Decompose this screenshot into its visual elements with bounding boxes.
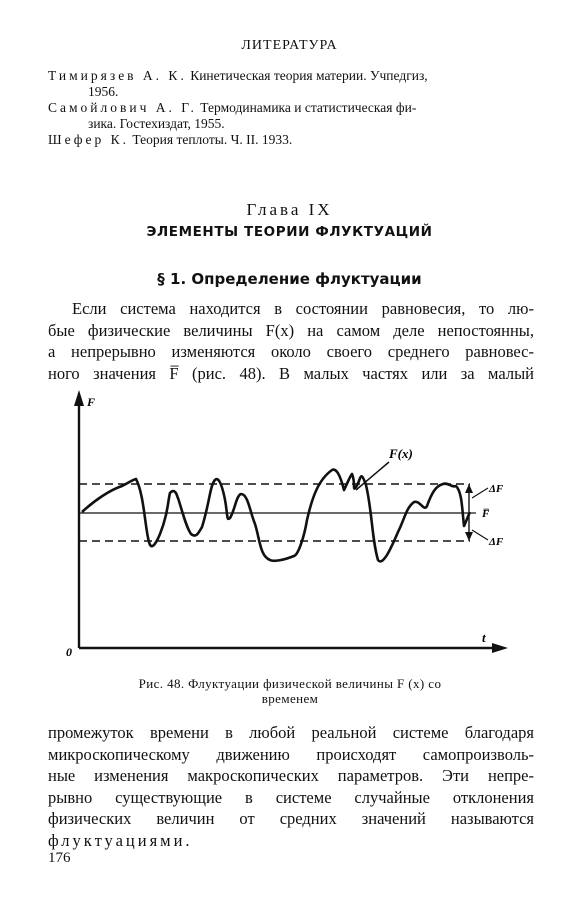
delta-upper-label: ΔF [489, 483, 504, 495]
x-axis-label: t [482, 630, 486, 645]
chapter-title: Глава IX [246, 200, 333, 219]
reference-3 [48, 132, 538, 148]
paragraph-line: рывно существующие в системе случайные отклонения [48, 787, 534, 807]
paragraph-line: флуктуациями. [48, 830, 193, 850]
literature-heading: ЛИТЕРАТУРА [241, 38, 338, 53]
paragraph-line: а непрерывно изменяются около своего среднего равновес- [48, 342, 534, 361]
reference-continuation: 1956. [88, 84, 119, 99]
delta-arrow-down [465, 532, 473, 541]
paragraph-line: ные изменения макроскопических параметров. Эти непре- [48, 766, 534, 785]
delta-lower-pointer [472, 530, 488, 540]
reference-author: Шефер К. [48, 132, 130, 147]
paragraph-line: бые физические величины F(x) на самом деле непостоянны, [48, 320, 534, 340]
figure-caption [70, 676, 510, 706]
reference-author: Тимирязев А. К. [48, 68, 187, 83]
reference-author: Самойлович А. Г. [48, 100, 197, 115]
delta-lower-label: ΔF [489, 536, 504, 548]
paragraph-line: промежуток времени в любой реальной системе благодаря [48, 723, 534, 742]
section-title: § 1. Определение флуктуации [157, 270, 422, 288]
paragraph-line: физических величин от средних значений называются [48, 809, 534, 828]
paragraph-intro [48, 298, 534, 384]
paragraph-line: Если система находится в состоянии равновесия, то лю- [72, 299, 534, 318]
y-axis-label: F [87, 395, 96, 409]
fluctuation-figure [60, 390, 530, 675]
reference-text: Теория теплоты. Ч. II. 1933. [132, 132, 293, 147]
caption-line: временем [261, 691, 319, 706]
reference-text: Термодинамика и статистическая фи- [200, 100, 417, 115]
paragraph-continued [48, 722, 534, 851]
mean-label: F̅ [482, 508, 490, 520]
reference-text: Кинетическая теория материи. Учпедгиз, [190, 68, 428, 83]
page-number: 176 [48, 850, 71, 866]
reference-1 [48, 68, 538, 100]
x-axis-arrow [492, 643, 508, 653]
curve-label: F(x) [389, 446, 413, 461]
paragraph-line: микроскопическому движению происходят самопроизволь- [48, 744, 534, 764]
y-axis-arrow [74, 390, 84, 406]
paragraph-line: ного значения F̅ (рис. 48). В малых частях или за малый [48, 363, 534, 383]
delta-arrow-up [465, 484, 473, 493]
caption-line: Рис. 48. Флуктуации физической величины F (x) со [138, 676, 442, 691]
reference-continuation: зика. Гостехиздат, 1955. [88, 116, 225, 131]
chapter-subtitle: ЭЛЕМЕНТЫ ТЕОРИИ ФЛУКТУАЦИЙ [146, 224, 433, 240]
reference-2 [48, 100, 538, 132]
origin-label: 0 [66, 645, 72, 659]
delta-upper-pointer [472, 488, 488, 498]
